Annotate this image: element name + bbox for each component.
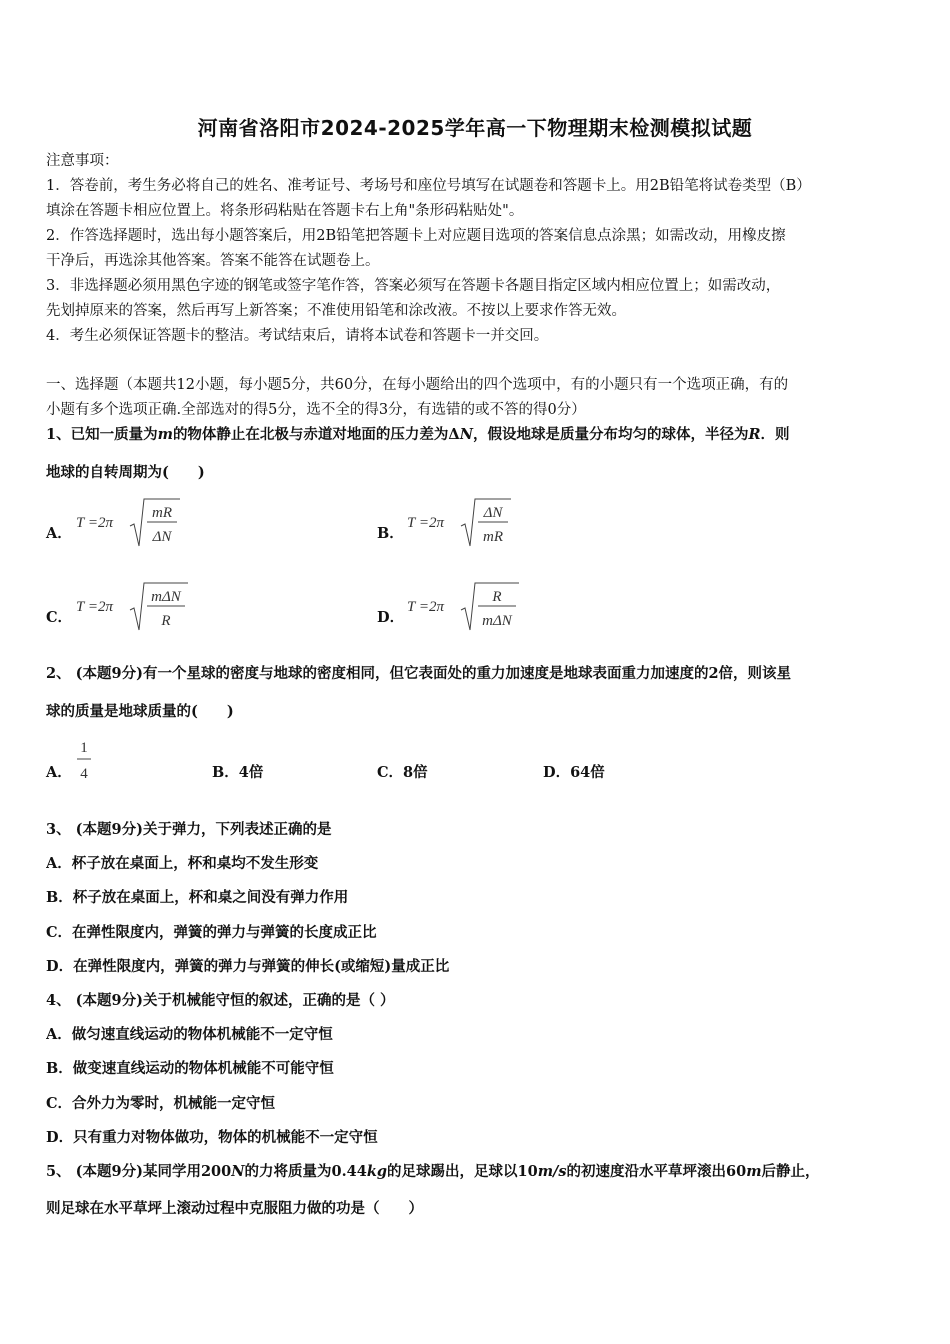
- notice-line: 1．答卷前，考生务必将自己的姓名、准考证号、考场号和座位号填写在试题卷和答题卡上。用2B铅笔将试卷类型（B）: [46, 178, 811, 194]
- svg-text:T =2π: T =2π: [407, 515, 444, 531]
- svg-text:mR: mR: [152, 505, 172, 521]
- option-a-fraction: [74, 736, 96, 786]
- question-5-stem: 则足球在水平草坪上滚动过程中克服阻力做的功是（ ）: [46, 1200, 423, 1217]
- svg-text:T =2π: T =2π: [407, 599, 444, 615]
- page-title: 河南省洛阳市2024-2025学年高一下物理期末检测模拟试题: [197, 116, 753, 140]
- question-3-stem: 3、 (本题9分)关于弹力，下列表述正确的是: [46, 821, 332, 838]
- option-c-label: C．: [46, 609, 73, 626]
- svg-text:R: R: [492, 589, 502, 605]
- option-a: A．做匀速直线运动的物体机械能不一定守恒: [46, 1026, 333, 1043]
- notice-line: 先划掉原来的答案，然后再写上新答案；不准使用铅笔和涂改液。不按以上要求作答无效。: [46, 303, 626, 319]
- section-header: 一、选择题（本题共12小题，每小题5分，共60分，在每小题给出的四个选项中，有的小题只有一个选项正确，有的: [46, 377, 789, 393]
- svg-text:ΔN: ΔN: [152, 529, 172, 545]
- option-a: A．杯子放在桌面上，杯和桌均不发生形变: [46, 855, 319, 872]
- option-b-formula: [405, 496, 515, 550]
- option-a-label: A．: [46, 525, 72, 542]
- svg-text:mΔN: mΔN: [151, 589, 181, 605]
- option-b-label: B．: [377, 525, 404, 542]
- svg-text:ΔN: ΔN: [483, 505, 503, 521]
- option-c: C．8倍: [377, 764, 428, 781]
- option-c: C．合外力为零时，机械能一定守恒: [46, 1095, 276, 1112]
- question-4-stem: 4、 (本题9分)关于机械能守恒的叙述，正确的是（ ）: [46, 992, 395, 1009]
- option-d-label: D．: [377, 609, 405, 626]
- option-c: C．在弹性限度内，弹簧的弹力与弹簧的长度成正比: [46, 924, 377, 941]
- svg-text:4: 4: [80, 766, 88, 782]
- option-d-formula: [405, 580, 525, 634]
- svg-text:T =2π: T =2π: [76, 515, 113, 531]
- notice-line: 3．非选择题必须用黑色字迹的钢笔或签字笔作答，答案必须写在答题卡各题目指定区域内相应位置上；如需改动，: [46, 278, 781, 294]
- question-1-stem: 1、已知一质量为m的物体静止在北极与赤道对地面的压力差为ΔN，假设地球是质量分布均匀的球体，半径为R．则: [46, 426, 790, 443]
- option-d: D．在弹性限度内，弹簧的弹力与弹簧的伸长(或缩短)量成正比: [46, 958, 450, 975]
- svg-text:mR: mR: [483, 529, 503, 545]
- option-c-formula: [74, 580, 194, 634]
- svg-text:T =2π: T =2π: [76, 599, 113, 615]
- option-b: B．4倍: [212, 764, 264, 781]
- question-1-stem: 地球的自转周期为( ): [46, 464, 205, 481]
- notice-line: 4．考生必须保证答题卡的整洁。考试结束后，请将本试卷和答题卡一并交回。: [46, 328, 549, 344]
- notice-line: 2．作答选择题时，选出每小题答案后，用2B铅笔把答题卡上对应题目选项的答案信息点涂黑；如需改动，用橡皮擦: [46, 228, 786, 244]
- option-a-label: A．: [46, 764, 72, 781]
- notice-heading: 注意事项：: [46, 153, 119, 169]
- svg-text:mΔN: mΔN: [482, 613, 512, 629]
- option-b: B．杯子放在桌面上，杯和桌之间没有弹力作用: [46, 889, 349, 906]
- option-a-formula: [74, 496, 184, 550]
- question-2-stem: 球的质量是地球质量的( ): [46, 703, 234, 720]
- option-b: B．做变速直线运动的物体机械能不可能守恒: [46, 1060, 334, 1077]
- notice-line: 填涂在答题卡相应位置上。将条形码粘贴在答题卡右上角"条形码粘贴处"。: [46, 203, 524, 219]
- option-d: D．只有重力对物体做功，物体的机械能不一定守恒: [46, 1129, 378, 1146]
- notice-line: 干净后，再选涂其他答案。答案不能答在试题卷上。: [46, 253, 380, 269]
- question-2-stem: 2、 (本题9分)有一个星球的密度与地球的密度相同，但它表面处的重力加速度是地球表面重力加速度的2倍，则该星: [46, 665, 792, 682]
- option-d: D．64倍: [543, 764, 605, 781]
- svg-text:1: 1: [80, 740, 88, 756]
- svg-text:R: R: [161, 613, 171, 629]
- section-header: 小题有多个选项正确.全部选对的得5分，选不全的得3分，有选错的或不答的得0分）: [46, 402, 586, 418]
- question-5-stem: 5、 (本题9分)某同学用200N的力将质量为0.44kg的足球踢出，足球以10m/s的初速度沿水平草坪滚出60m后静止，: [46, 1163, 820, 1180]
